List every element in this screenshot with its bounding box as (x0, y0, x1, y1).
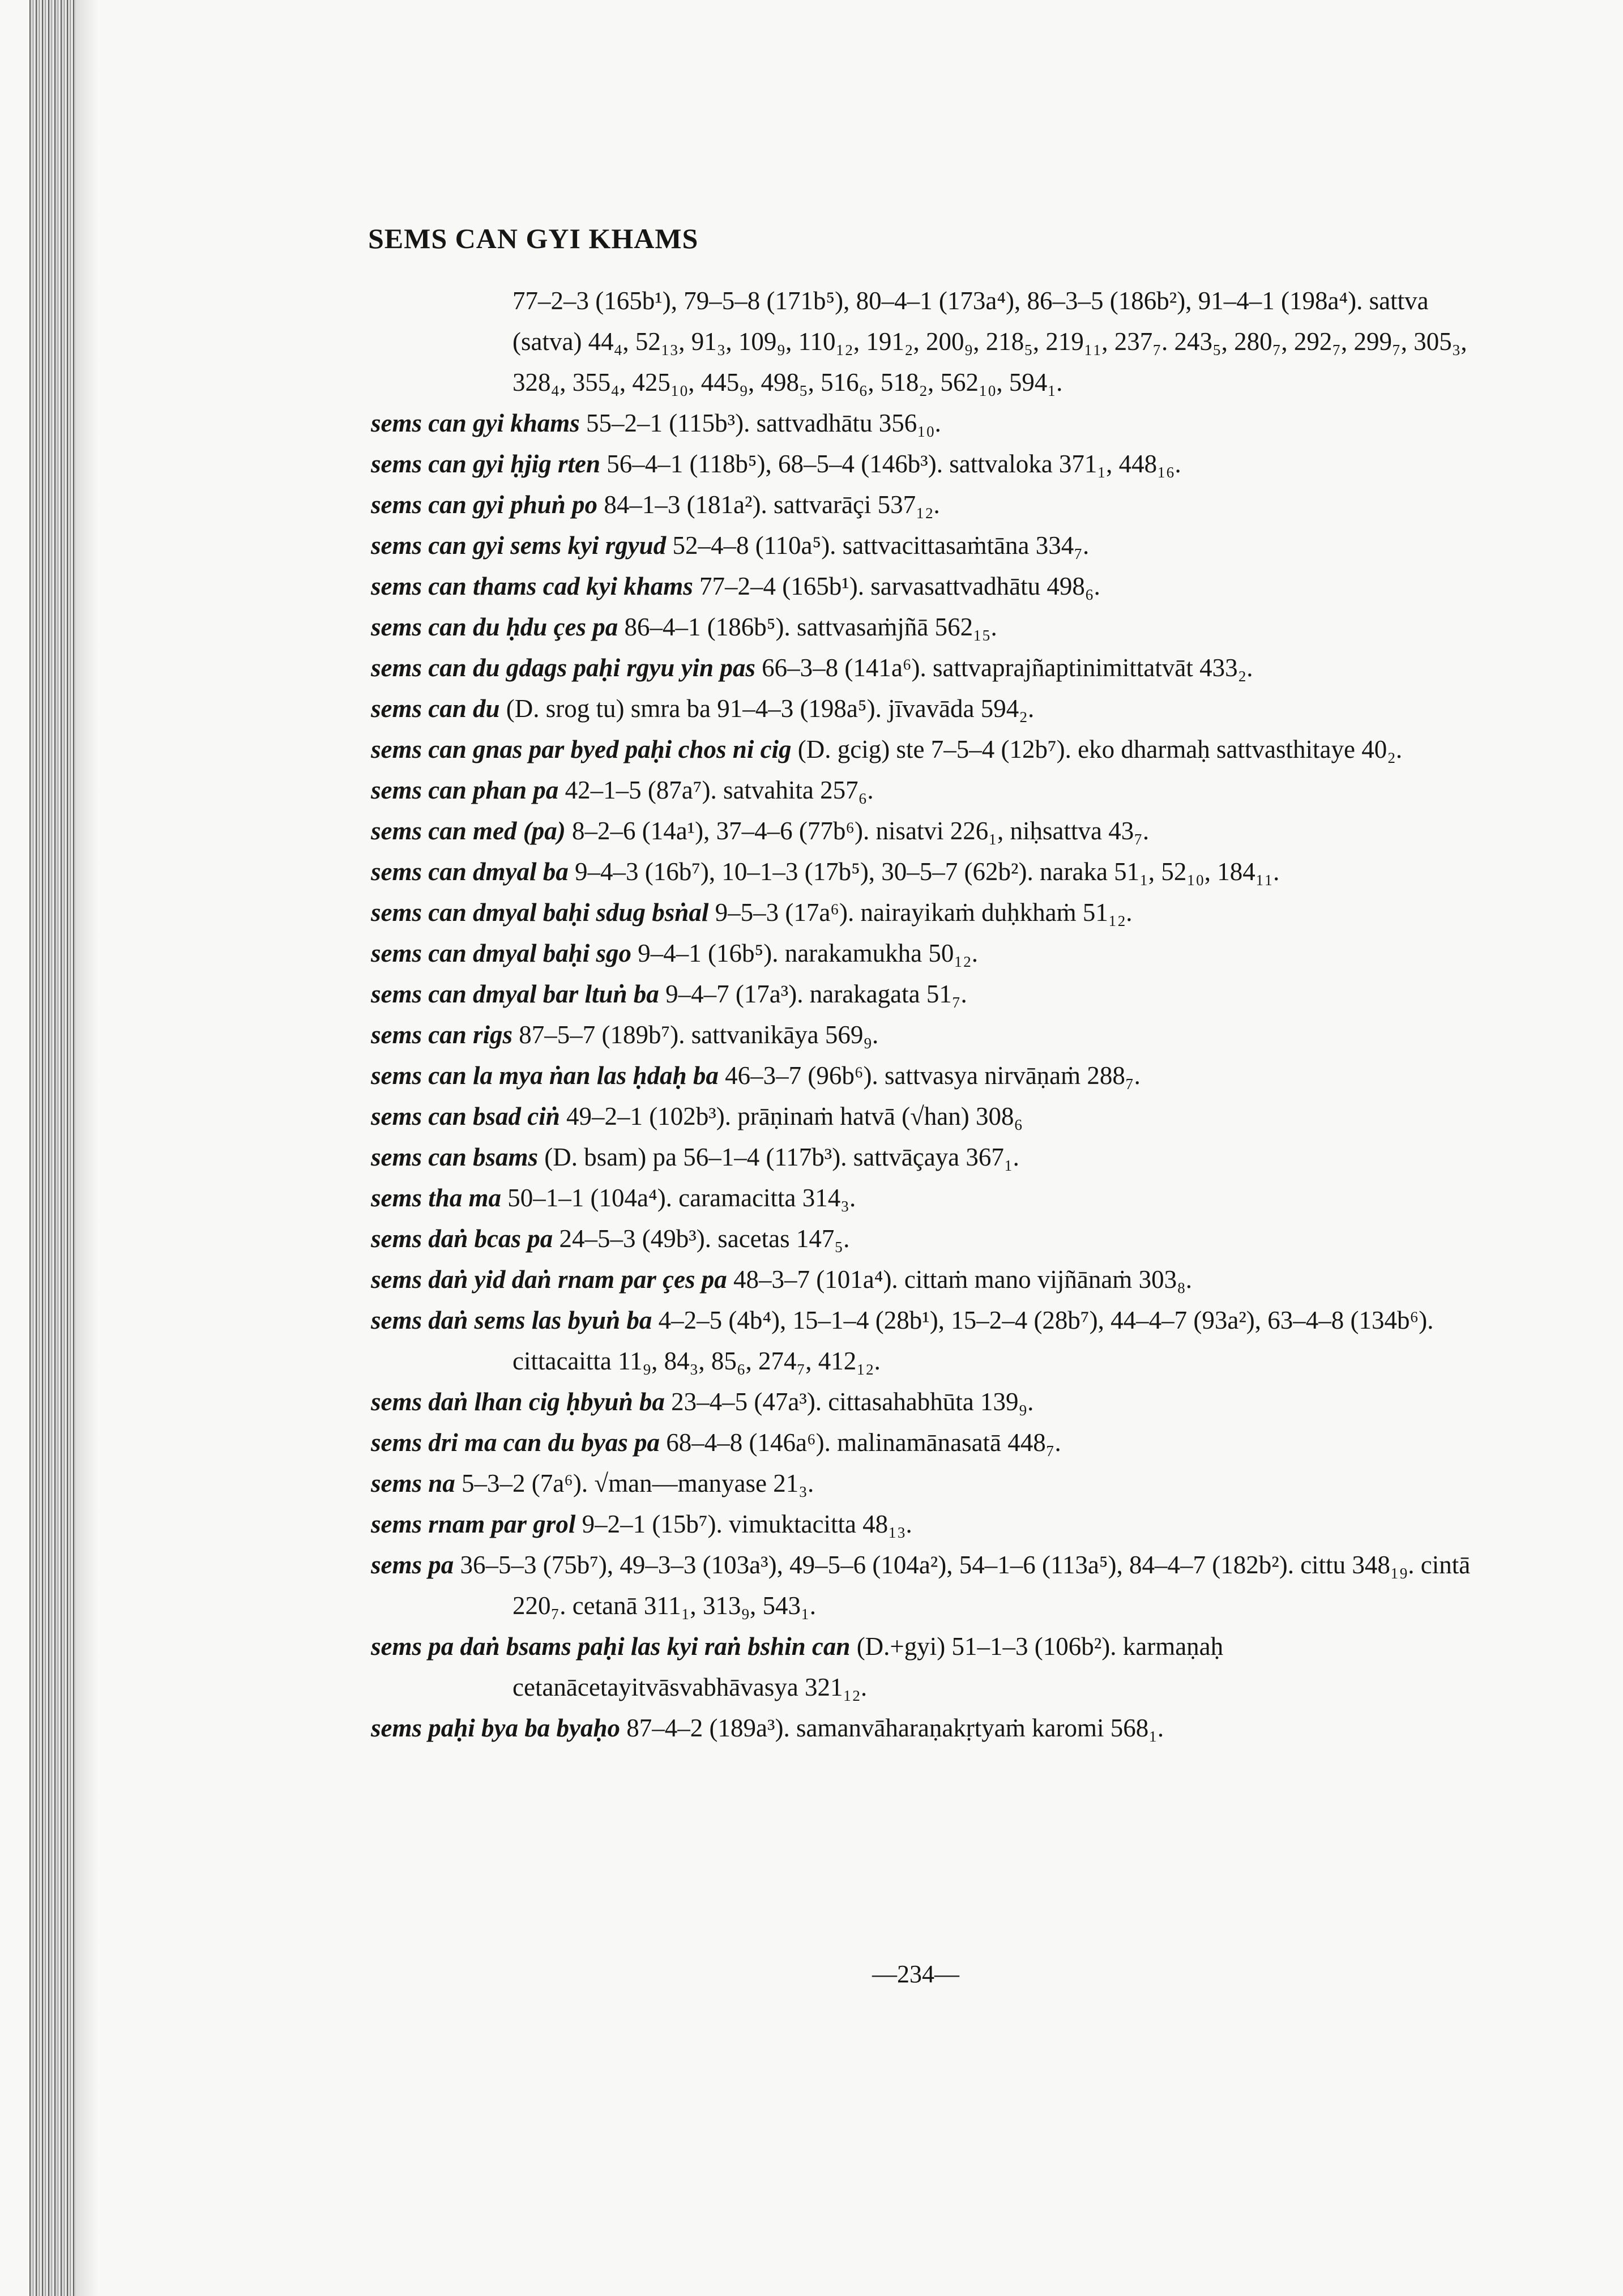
glossary-entry (371, 1381, 1478, 1422)
glossary-entry (371, 443, 1478, 484)
entry-references: 4–2–5 (4b⁴), 15–1–4 (28b¹), 15–2–4 (28b⁷), 44–4–7 (93a²), 63–4–8 (134b⁶). cittacaitta 11₉, 84₃, 85₆, 274₇, 412₁₂. (512, 1306, 1434, 1375)
entry-references: 55–2–1 (115b³). sattvadhātu 356₁₀. (579, 409, 941, 437)
entry-term: sems can gyi phuṅ po (371, 490, 598, 519)
entry-term: sems daṅ lhan cig ḥbyuṅ ba (371, 1388, 665, 1416)
glossary-entry (371, 933, 1478, 974)
glossary-entry (371, 729, 1478, 770)
entry-term: sems pa daṅ bsams paḥi las kyi raṅ bshin can (371, 1632, 851, 1661)
entry-term: sems can dmyal baḥi sgo (371, 939, 632, 967)
glossary-entry (371, 1177, 1478, 1218)
gutter-shadow (76, 0, 99, 2296)
glossary-entry (371, 1096, 1478, 1137)
entry-references: (D. srog tu) smra ba 91–4–3 (198a⁵). jīvavāda 594₂. (499, 694, 1035, 723)
entry-references: 5–3–2 (7a⁶). √man—manyase 21₃. (455, 1469, 814, 1497)
entry-references: 50–1–1 (104a⁴). caramacitta 314₃. (501, 1184, 856, 1212)
entry-term: sems can gyi sems kyi rgyud (371, 531, 667, 560)
glossary-entry (371, 566, 1478, 607)
entry-list (371, 403, 1478, 1748)
glossary-entry (371, 1055, 1478, 1096)
entry-references: 52–4–8 (110a⁵). sattvacittasaṁtāna 334₇. (666, 531, 1090, 560)
glossary-entry (371, 1259, 1478, 1300)
continuation-text: 77–2–3 (165b¹), 79–5–8 (171b⁵), 80–4–1 (173a⁴), 86–3–5 (186b²), 91–4–1 (198a⁴). sattva (satva) 44₄, 52₁₃, 91₃, 109₉, 110₁₂, 191₂, 200₉, 218₅, 219₁₁, 237₇. 243₅, 280₇, 292₇, 299₇, 305₃, 328₄, 355₄, 425₁₀, 445₉, 498₅, 516₆, 518₂, 562₁₀, 594₁. (512, 287, 1467, 396)
entry-references: 77–2–4 (165b¹). sarvasattvadhātu 498₆. (693, 572, 1100, 600)
entry-references: 9–4–7 (17a³). narakagata 51₇. (659, 980, 967, 1008)
glossary-entry (371, 525, 1478, 566)
entry-term: sems can gyi ḥjig rten (371, 450, 601, 478)
entry-term: sems pa (371, 1551, 454, 1579)
entry-term: sems can dmyal ba (371, 857, 569, 886)
entry-references: (D. bsam) pa 56–1–4 (117b³). sattvāçaya 367₁. (538, 1143, 1019, 1171)
glossary-entry (371, 1422, 1478, 1463)
entry-term: sems dri ma can du byas pa (371, 1428, 660, 1457)
entry-term: sems paḥi bya ba byaḥo (371, 1714, 621, 1742)
entry-term: sems can bsams (371, 1143, 539, 1171)
entry-term: sems can dmyal baḥi sdug bsṅal (371, 898, 709, 927)
glossary-entry (371, 403, 1478, 443)
entry-references: 86–4–1 (186b⁵). sattvasaṁjñā 562₁₅. (618, 613, 997, 641)
entry-references: 9–5–3 (17a⁶). nairayikaṁ duḥkhaṁ 51₁₂. (708, 898, 1133, 927)
entry-term: sems can la mya ṅan las ḥdaḥ ba (371, 1061, 719, 1090)
entry-references: 68–4–8 (146a⁶). malinamānasatā 448₇. (660, 1428, 1061, 1457)
glossary-entry (371, 1300, 1478, 1381)
entry-term: sems can gyi khams (371, 409, 580, 437)
entry-term: sems can med (pa) (371, 817, 566, 845)
entry-term: sems can du gdags paḥi rgyu yin pas (371, 654, 755, 682)
running-head: SEMS CAN GYI KHAMS (368, 223, 699, 254)
entry-term: sems daṅ bcas pa (371, 1224, 553, 1253)
entry-term: sems can bsad ciṅ (371, 1102, 560, 1130)
glossary-entry (371, 851, 1478, 892)
glossary-entry (371, 1218, 1478, 1259)
glossary-body (371, 280, 1478, 1748)
entry-references: 36–5–3 (75b⁷), 49–3–3 (103a³), 49–5–6 (104a²), 54–1–6 (113a⁵), 84–4–7 (182b²). cittu 348₁₉. cintā 220₇. cetanā 311₁, 313₉, 543₁. (454, 1551, 1471, 1620)
entry-references: 56–4–1 (118b⁵), 68–5–4 (146b³). sattvaloka 371₁, 448₁₆. (600, 450, 1181, 478)
entry-references: 23–4–5 (47a³). cittasahabhūta 139₉. (664, 1388, 1034, 1416)
entry-term: sems can thams cad kyi khams (371, 572, 693, 600)
entry-term: sems daṅ yid daṅ rnam par çes pa (371, 1265, 727, 1294)
entry-references: 46–3–7 (96b⁶). sattvasya nirvāṇaṁ 288₇. (718, 1061, 1141, 1090)
entry-references: 66–3–8 (141a⁶). sattvaprajñaptinimittatvāt 433₂. (755, 654, 1253, 682)
entry-references: 9–4–3 (16b⁷), 10–1–3 (17b⁵), 30–5–7 (62b²). naraka 51₁, 52₁₀, 184₁₁. (568, 857, 1280, 886)
entry-term: sems can du ḥdu çes pa (371, 613, 618, 641)
entry-term: sems can gnas par byed paḥi chos ni cig (371, 735, 792, 763)
glossary-entry (371, 770, 1478, 810)
glossary-entry (371, 892, 1478, 933)
entry-references: (D. gcig) ste 7–5–4 (12b⁷). eko dharmaḥ sattvasthitaye 40₂. (791, 735, 1403, 763)
glossary-entry (371, 1504, 1478, 1544)
entry-term: sems can rigs (371, 1021, 513, 1049)
entry-references: 49–2–1 (102b³). prāṇinaṁ hatvā (√han) 308₆ (559, 1102, 1023, 1130)
entry-references: 9–2–1 (15b⁷). vimuktacitta 48₁₃. (575, 1510, 912, 1538)
entry-references: 8–2–6 (14a¹), 37–4–6 (77b⁶). nisatvi 226₁, niḥsattva 43₇. (565, 817, 1150, 845)
glossary-entry (371, 1463, 1478, 1504)
glossary-entry (371, 1137, 1478, 1177)
entry-references: 9–4–1 (16b⁵). narakamukha 50₁₂. (631, 939, 978, 967)
entry-term: sems tha ma (371, 1184, 502, 1212)
entry-term: sems daṅ sems las byuṅ ba (371, 1306, 652, 1334)
entry-references: 48–3–7 (101a⁴). cittaṁ mano vijñānaṁ 303₈. (727, 1265, 1193, 1294)
entry-term: sems can du (371, 694, 500, 723)
glossary-entry (371, 688, 1478, 729)
entry-term: sems na (371, 1469, 455, 1497)
book-spine-edge (29, 0, 76, 2296)
glossary-entry (371, 1014, 1478, 1055)
entry-term: sems can dmyal bar ltuṅ ba (371, 980, 659, 1008)
glossary-entry (371, 1626, 1478, 1708)
glossary-entry (371, 484, 1478, 525)
glossary-entry (371, 607, 1478, 647)
glossary-entry (371, 810, 1478, 851)
entry-references: 87–5–7 (189b⁷). sattvanikāya 569₉. (512, 1021, 879, 1049)
entry-references: 42–1–5 (87a⁷). satvahita 257₆. (558, 776, 874, 804)
glossary-entry (371, 974, 1478, 1014)
entry-term: sems can phan pa (371, 776, 559, 804)
glossary-entry (371, 1544, 1478, 1626)
entry-references: 24–5–3 (49b³). sacetas 147₅. (553, 1224, 850, 1253)
entry-term: sems rnam par grol (371, 1510, 576, 1538)
glossary-entry (371, 1708, 1478, 1748)
page-number: —234— (872, 1960, 959, 1988)
entry-references: 87–4–2 (189a³). samanvāharaṇakṛtyaṁ karomi 568₁. (620, 1714, 1164, 1742)
entry-references: (D.+gyi) 51–1–3 (106b²). karmaṇaḥ cetanācetayitvāsvabhāvasya 321₁₂. (512, 1632, 1224, 1701)
entry-references: 84–1–3 (181a²). sattvarāçi 537₁₂. (597, 490, 940, 519)
glossary-entry (371, 647, 1478, 688)
